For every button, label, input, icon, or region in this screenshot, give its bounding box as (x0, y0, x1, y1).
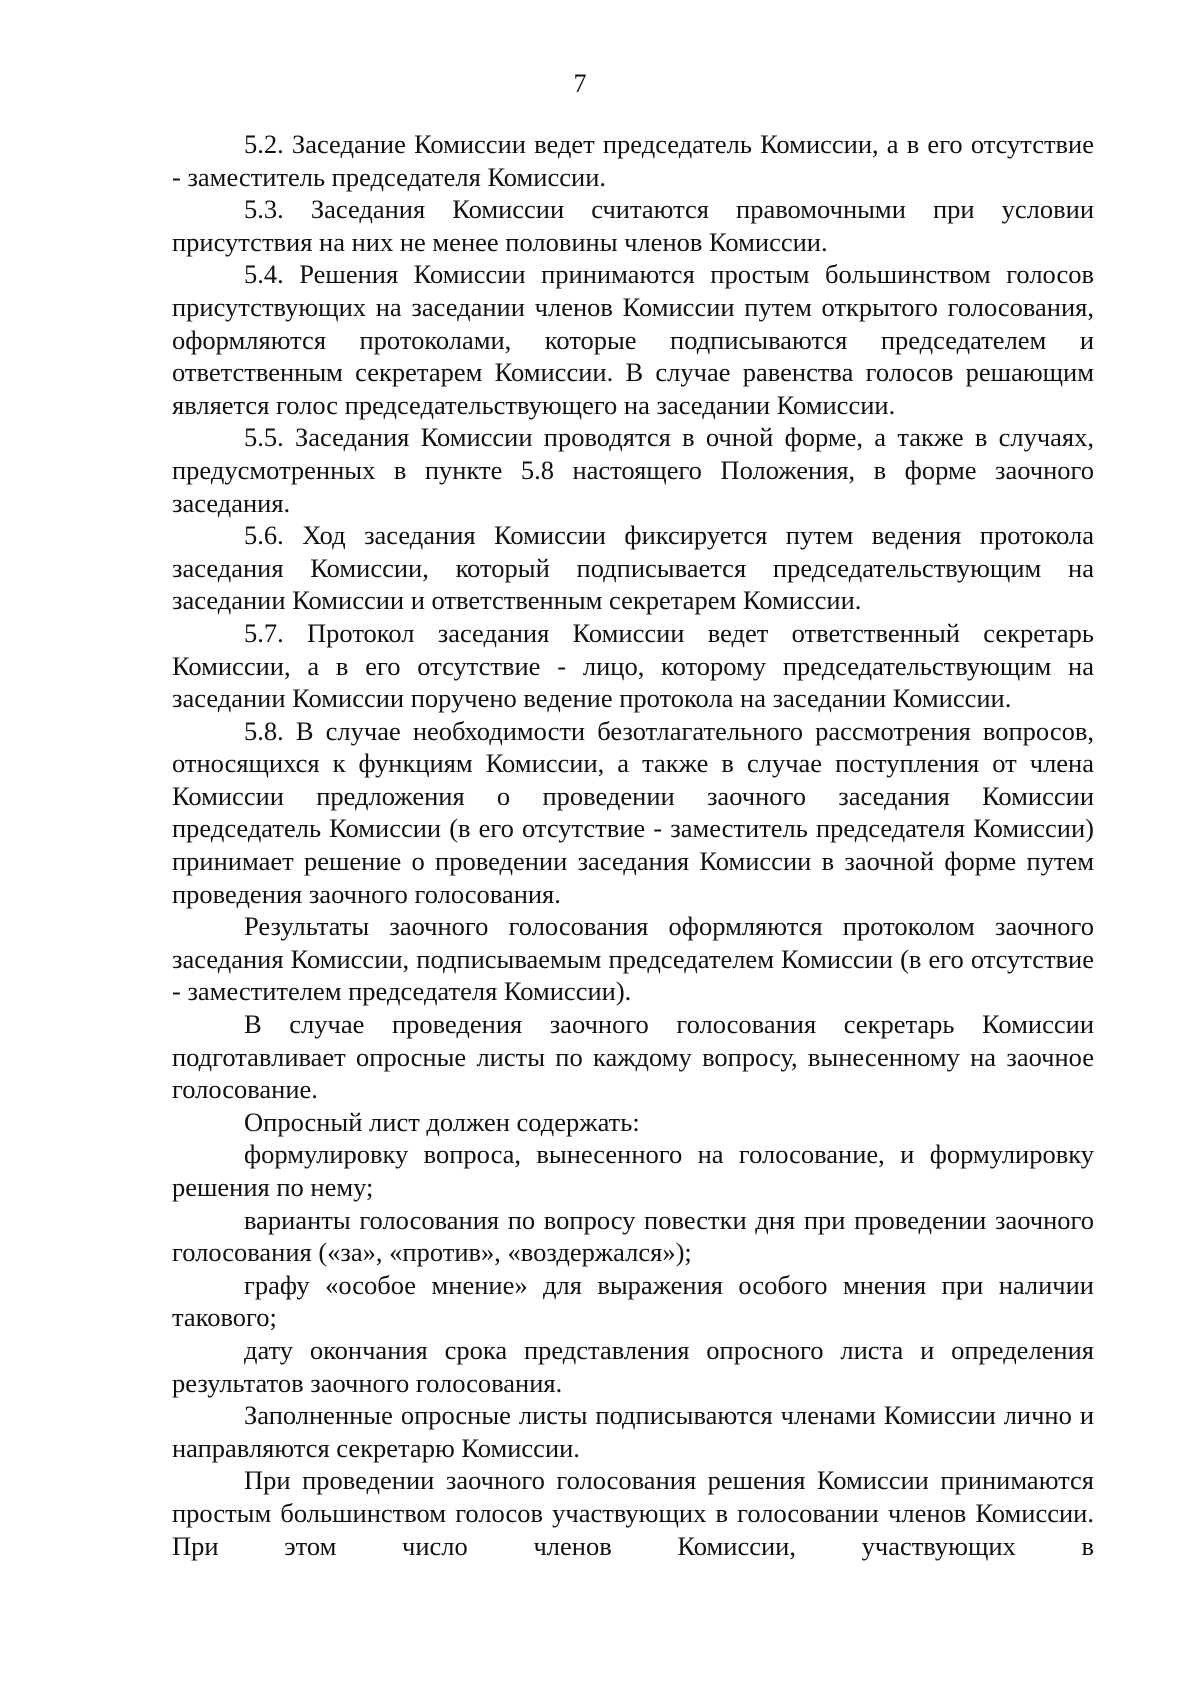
paragraph-5-3: 5.3. Заседания Комиссии считаются правомочными при условии присутствия на них не менее половины членов Комиссии. (172, 194, 1094, 257)
list-item-voting-options: варианты голосования по вопросу повестки дня при проведении заочного голосования («за», «против», «воздержался»); (172, 1204, 1094, 1268)
paragraph-5-6: 5.6. Ход заседания Комиссии фиксируется путем ведения протокола заседания Комиссии, который подписывается председательствующим на заседании Комиссии и ответственным секретарем Комиссии. (172, 520, 1094, 616)
paragraph-questionnaire-contents: Опросный лист должен содержать: (244, 1106, 640, 1137)
page-number: 7 (573, 69, 587, 98)
list-item-special-opinion: графу «особое мнение» для выражения особого мнения при наличии такового; (172, 1269, 1094, 1333)
paragraph-signed-sheets: Заполненные опросные листы подписываются членами Комиссии лично и направляются секретарю Комиссии. (172, 1400, 1094, 1463)
list-item-question-wording: формулировку вопроса, вынесенного на голосование, и формулировку решения по нему; (172, 1139, 1094, 1202)
list-item-deadline: дату окончания срока представления опросного листа и определения результатов заочного голосования. (172, 1334, 1094, 1398)
paragraph-5-2: 5.2. Заседание Комиссии ведет председатель Комиссии, а в его отсутствие - заместитель председателя Комиссии. (172, 129, 1094, 192)
paragraph-5-5: 5.5. Заседания Комиссии проводятся в очной форме, а также в случаях, предусмотренных в пункте 5.8 настоящего Положения, в форме заочного заседания. (172, 422, 1094, 518)
paragraph-results: Результаты заочного голосования оформляются протоколом заочного заседания Комиссии, подписываемым председателем Комиссии (в его отсутствие - заместителем председателя Комиссии). (172, 911, 1094, 1007)
paragraph-decision-majority: При проведении заочного голосования решения Комиссии принимаются простым большинством голосов участвующих в голосовании членов Комиссии. При этом число членов Комиссии, участвующих в (172, 1465, 1094, 1561)
paragraph-questionnaires: В случае проведения заочного голосования секретарь Комиссии подготавливает опросные листы по каждому вопросу, вынесенному на заочное голосование. (172, 1009, 1094, 1105)
paragraph-5-7: 5.7. Протокол заседания Комиссии ведет ответственный секретарь Комиссии, а в его отсутствие - лицо, которому председательствующим на заседании Комиссии поручено ведение протокола на заседании Комиссии. (172, 617, 1094, 714)
paragraph-5-8: 5.8. В случае необходимости безотлагательного рассмотрения вопросов, относящихся к функциям Комиссии, а также в случае поступления от члена Комиссии предложения о проведении заочного заседания Комиссии председатель Комиссии (в его отсутствие - заместитель председателя Комиссии) принимает решение о проведении заседания Комиссии в заочной форме путем проведения заочного голосования. (172, 715, 1094, 909)
paragraph-5-4: 5.4. Решения Комиссии принимаются простым большинством голосов присутствующих на заседании членов Комиссии путем открытого голосования, оформляются протоколами, которые подписываются председателем и ответственным секретарем Комиссии. В случае равенства голосов решающим является голос председательствующего на заседании Комиссии. (172, 259, 1094, 420)
document-body (172, 128, 1094, 1562)
